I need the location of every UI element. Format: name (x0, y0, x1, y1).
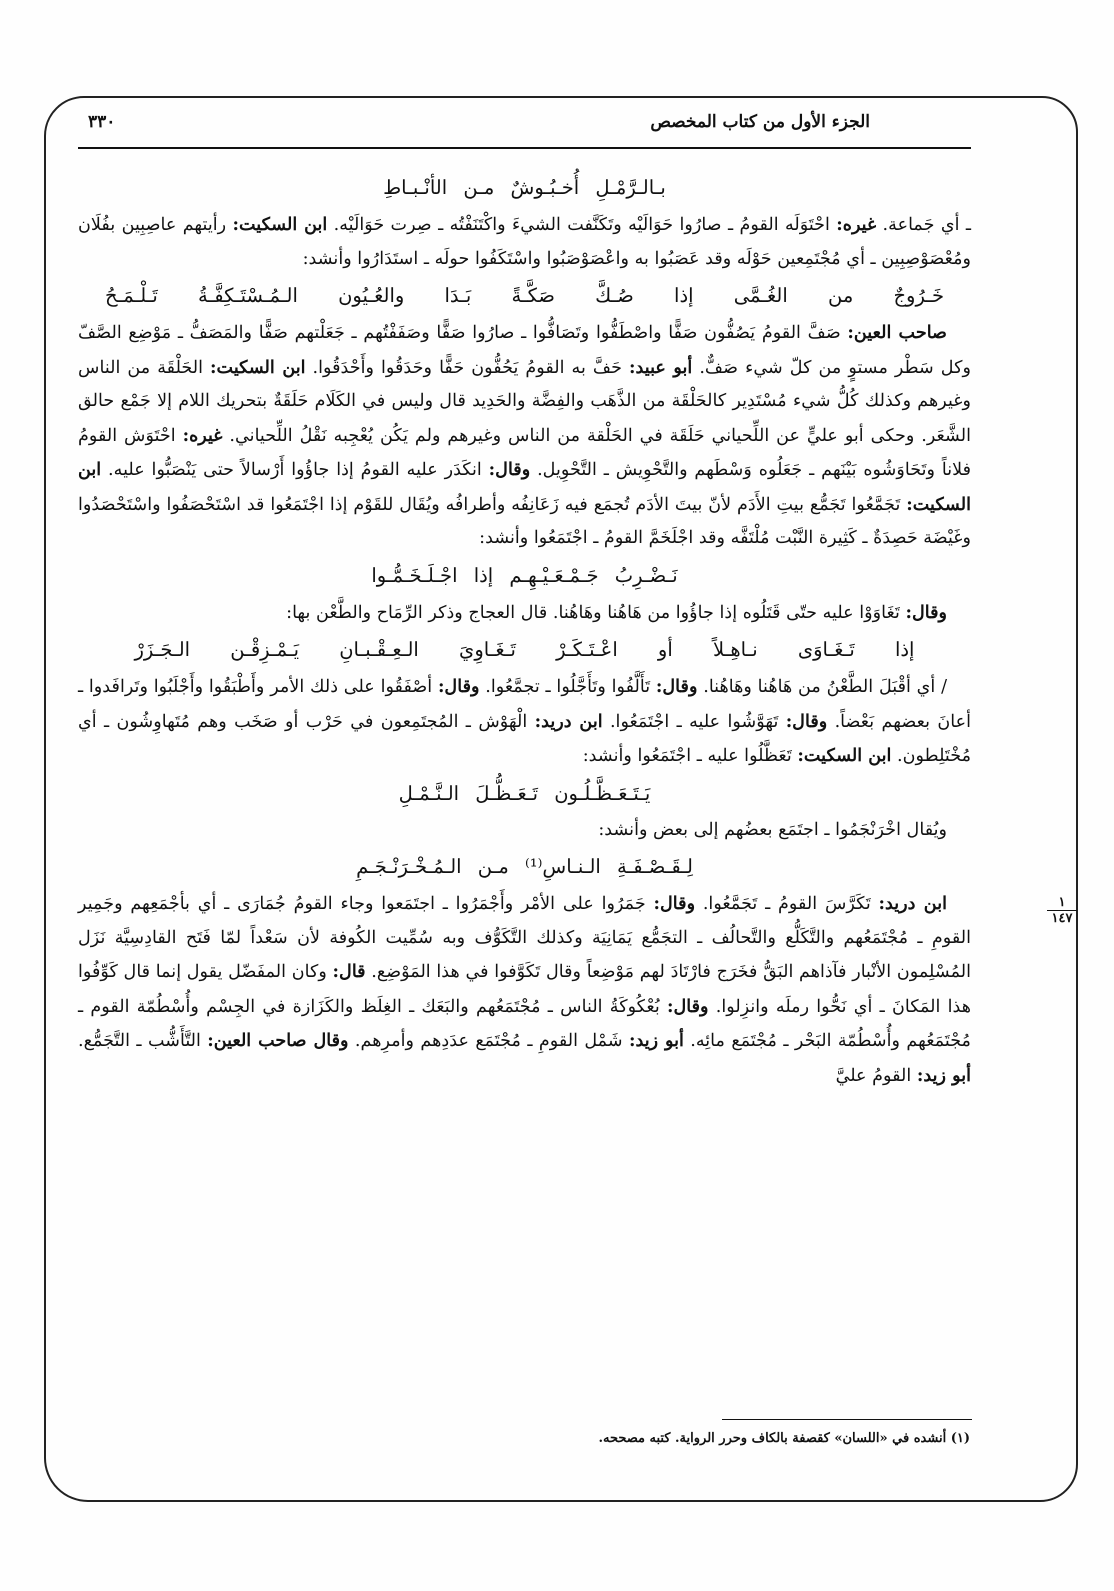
verse-line: يَـتَـعَـظَّـلُـون تَـعَـظُّـلَ الـنَّـمْـلِ (398, 781, 651, 805)
text-paragraph: وقال: تَغَاوَوْا عليه حتّى قَتَلُوه إذا جاؤُوا من هَاهُنا وهَاهُنا. قال العجاج وذكر الرِّمَاح والطَّعْن بها: (286, 601, 947, 623)
margin-ref-top: ١ (1047, 895, 1077, 911)
verse-line: نَـضْـرِبُ جَـمْـعَـيْـهِـم إذا اجْـلَـخَـمُّـوا (371, 563, 678, 587)
running-title: الجزء الأول من كتاب المخصص (650, 112, 870, 132)
page-number: ٣٣٠ (88, 112, 116, 132)
header-rule (78, 147, 971, 149)
verse-line: لِـقَـصْـفَـةِ الـنـاسِ⁽¹⁾ مـن الـمُـخْـرَنْـجَـمِ (356, 855, 693, 878)
text-paragraph: ويُقال اخْرَنْجَمُوا ـ اجتَمَع بعضُهم إلى بعض وأنشد: (598, 819, 947, 840)
text-paragraph: ـ أي جَماعة. غيره: احْتَوَلَه القومُ ـ صارُوا حَوَالَيْه وتَكَنَّفت الشيءَ واكْتَنَفْتُه ـ صِرت حَوَالَيْه. ابن السكيت: رأيتهم عاصِبِين بفُلَان ومُعْصَوْصِبِين ـ أي مُجْتَمِعين حَوْلَه وقد عَصَبُوا به واعْصَوْصَبُوا واسْتَكَفُوا حولَه ـ استَدَارُوا وأنشد: (78, 214, 971, 269)
verse-line: خَـرُوجٌ من الغُـمَّى إذا صُـكَّ صَكَّـةً بَـدَا والعُـيُون الـمُـسْتَـكِفَّـةُ تَـلْـمَـحُ (104, 284, 945, 307)
verse-line: إذا تَـغَـاوَى نـاهِـلاً أو اعْـتَـكَـرْ تَـغَـاوِيَ الـعِـقْـبـانِ يَـمْـزِقْـن الـجَـزَرْ (134, 638, 915, 661)
footnote: (١) أنشده في «اللسان» كقصفة بالكاف وحرر الرواية. كتبه مصححه. (598, 1431, 970, 1446)
text-paragraph: صاحب العين: صَفَّ القومُ يَصُفُّون صَفًّا واصْطَفُّوا وتَصَافُّوا ـ صارُوا صَفًّا وصَفَفْتُهم ـ جَعَلْتهم صَفًّا والمَصَفُّ ـ مَوْضِع الصَّفّ وكل سَطْر مستوٍ من كلّ شيء صَفٌّ. أبو عبيد: حَفَّ به القومُ يَحُفُّون حَفًّا وحَدَقُوا وأَحْدَقُوا. ابن السكيت: الحَلْقَة من الناس وغيرهم وكذلك كُلُّ شيء مُسْتَدِير كالحَلْقَة من الذَّهَب والفِضَّة والحَدِيد قال وليس في الكَلَام حَلَقَةٌ بتحريك اللام إلا جَمْع حالق الشَّعَر. وحكى أبو عليٍّ عن اللِّحياني حَلَقَة في الحَلْقة من الناس وغيرهم ولم يَكُن يُعْجِبه نَقْلُ اللِّحياني. غيره: احْتَوَش القومُ فلاناً وتَحَاوَشُوه بَيْنَهم ـ جَعَلُوه وَسْطَهم والتَّحْوِيش ـ التَّحْوِيل. وقال: انكَدَر عليه القومُ إذا جاؤُوا أَرْسالاً حتى يَنْصَبُّوا عليه. ابن السكيت: تَجَمَّعُوا تَجَمُّع بيتِ الأَدَم لأنّ بيتَ الأدَم تُجمَع فيه زَعَانِفُه وأطرافُه ويُقَال للقَوْم إذا اجْتَمَعُوا قد اسْتَحْصَفُوا واسْتَحْصَدُوا وغَيْضَة حَصِدَةٌ ـ كَثِيرة النَّبْت مُلْتَفَّه وقد اجْلَخَمَّ القومُ ـ اجْتَمَعُوا وأنشد: (78, 322, 971, 548)
text-paragraph: ابن دريد: تَكَرَّسَ القومُ ـ تَجَمَّعُوا. وقال: جَمَرُوا على الأمْر وأَجْمَرُوا ـ اجتَمَعوا وجاء القومُ جُمَارَى ـ أي بأجْمَعِهم وجَمِير القومِ ـ مُجْتَمَعُهم والتَّكَلُّع والتَّحالُف ـ التجَمُّع يَمَانِيَة وكذلك التَّكَوُّف وبه سُمِّيت الكُوفة لأن سَعْداً لمّا فَتَح القادِسِيَّة نَزَل المُسْلِمون الأنْبار فآذاهم البَقُّ فخَرَج فارْتَادَ لهم مَوْضِعاً وقال تَكَوَّفوا في هذا المَوْضِع. قال: وكان المفَضّل يقول إنما قال كَوِّفُوا هذا المَكانَ ـ أي نَحُّوا رملَه وانزِلوا. وقال: بُعْكُوكَةُ الناس ـ مُجْتَمَعُهم والبَعَك ـ الغِلَظ والكَزَازة في الجِسْم وأُسْطُمّة القوم ـ مُجْتَمَعُهم وأُسْطُمّة البَحْر ـ مُجْتَمَع مائِه. أبو زيد: شَمْل القومِ ـ مُجْتَمَع عدَدِهم وأمرِهم. وقال صاحب العين: التَّأَشُّب ـ التَّجَمُّع. أبو زيد: القومُ عليَّ (78, 893, 972, 1086)
margin-page-reference (1047, 895, 1077, 926)
footnote-rule (722, 1419, 972, 1420)
page-body (78, 168, 971, 1093)
verse-line: بـالـرَّمْـلِ أُخـبُـوشٌ مـن الأنْـبـاطِ (383, 176, 666, 199)
text-paragraph: / أي أقْبَلَ الطَّعْنُ من هَاهُنا وهَاهُنا. وقال: تَأَلَّفُوا وتَأَجَّلُوا ـ تجمَّعُوا. وقال: أصْفَقُوا على ذلك الأمر وأَطْبَقُوا وأَجْلَبُوا وتَرافَدوا ـ أعانَ بعضهم بَعْضاً. وقال: تَهَوَّشُوا عليه ـ اجْتَمَعُوا. ابن دريد: الْهَوْش ـ المُجتَمِعون في حَرْب أو صَخَب وهم مُتَهاوِشُون ـ أي مُخْتَلِطون. ابن السكيت: تَعَظَّلُوا عليه ـ اجْتَمَعُوا وأنشد: (78, 676, 971, 766)
margin-ref-bottom: ١٤٧ (1051, 911, 1073, 926)
